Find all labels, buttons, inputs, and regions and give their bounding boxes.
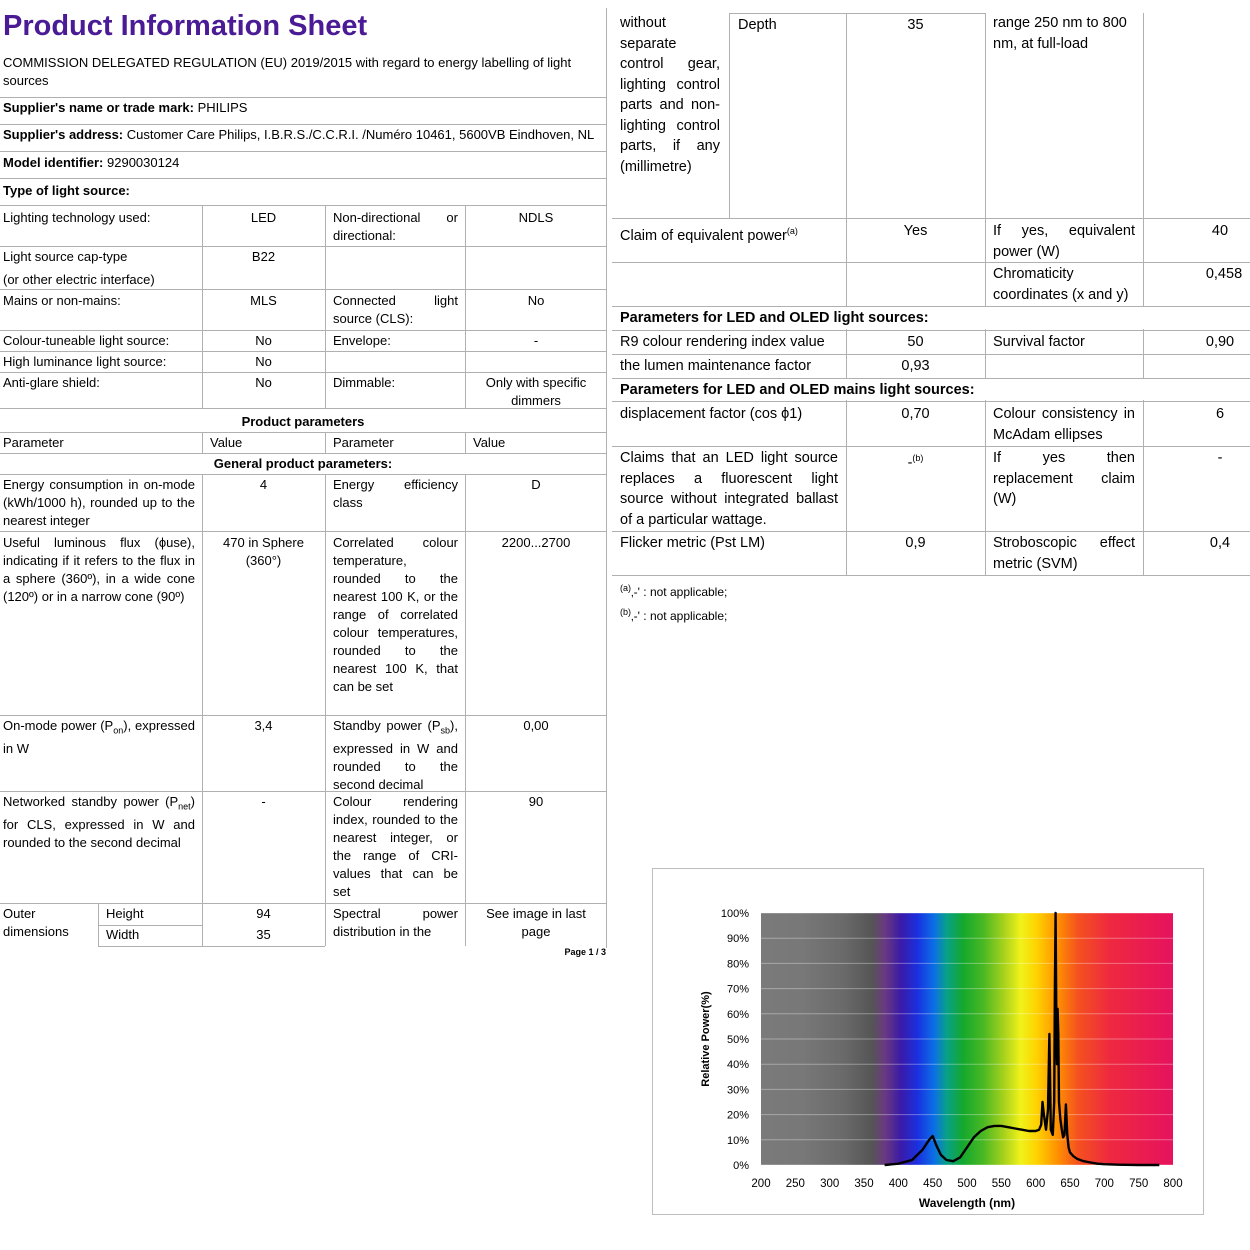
cap-type-label: Light source cap-type: [3, 249, 128, 264]
y-tick-label: 30%: [726, 1084, 749, 1097]
divider: [0, 903, 606, 904]
x-tick-label: 400: [888, 1178, 908, 1190]
lumen-maintenance-value: 0,93: [901, 358, 930, 374]
col-line: [325, 432, 326, 453]
high-luminance-value: No: [255, 354, 272, 369]
supplier-name-label: Supplier's name or trade mark:: [3, 100, 194, 115]
net-sub: net: [178, 801, 191, 812]
dimmable-value: Only with specific dimmers: [485, 375, 587, 408]
supplier-name-row: [3, 99, 603, 117]
col-parameter-2: Parameter: [333, 435, 394, 450]
equiv-sup: (a): [786, 226, 798, 236]
width-value: 35: [256, 927, 271, 942]
chromaticity-value: 0,458: [1205, 266, 1243, 282]
divider: [0, 474, 606, 475]
equiv-power-label: If yes, equivalent power (W): [993, 223, 1135, 260]
spd-range-text: range 250 nm to 800 nm, at full-load: [993, 15, 1127, 52]
high-luminance-label: High luminance light source:: [3, 354, 167, 369]
col-value-2: Value: [473, 435, 506, 450]
col-line: [325, 205, 326, 408]
flux-label: Useful luminous flux (ϕuse), indicating if it refers to the flux in a sphere (360º), in a wide cone (120º) or in a narrow cone (90º): [3, 535, 195, 604]
mains-params-title: Parameters for LED and OLED mains light sources:: [620, 382, 975, 398]
col-line: [325, 474, 326, 946]
cap-type-value: B22: [251, 249, 276, 264]
divider: [612, 446, 1250, 447]
r9-value: 50: [907, 334, 924, 350]
fluorescent-claim-label: Claims that an LED light source replaces a fluorescent light source without integrated ballast of a particular wattage.: [620, 450, 838, 528]
divider: [612, 218, 1250, 219]
divider: [0, 178, 606, 179]
divider: [98, 946, 325, 947]
standby-label-b: ), expressed in W and rounded to the second decimal: [333, 718, 458, 792]
net-standby-label: [3, 793, 195, 852]
directional-label: Non-directional or directional:: [333, 210, 458, 243]
y-tick-label: 10%: [726, 1134, 749, 1147]
energy-label: Energy consumption in on-mode (kWh/1000 h), rounded up to the nearest integer: [3, 477, 195, 528]
x-tick-label: 600: [1026, 1178, 1046, 1190]
y-tick-label: 20%: [726, 1109, 749, 1122]
survival-value: 0,90: [1205, 334, 1235, 350]
supplier-name-value: PHILIPS: [197, 100, 248, 115]
y-axis-label: Relative Power(%): [700, 991, 712, 1087]
fluorescent-claim-value: [846, 448, 985, 473]
supplier-address-row: [3, 126, 606, 144]
stroboscopic-value: 0,4: [1209, 535, 1231, 551]
efficiency-value: D: [531, 477, 541, 492]
chromaticity-label: Chromaticity coordinates (x and y): [993, 266, 1129, 303]
divider: [0, 97, 606, 98]
col-line: [202, 474, 203, 946]
height-value: 94: [256, 906, 271, 921]
directional-value: NDLS: [518, 210, 554, 225]
divider: [0, 791, 606, 792]
spectral-power-chart: [653, 869, 1203, 1214]
mains-label: Mains or non-mains:: [3, 293, 121, 308]
standby-label: [333, 717, 458, 794]
supplier-address-label: Supplier's address:: [3, 127, 124, 142]
spectral-chart-frame: [652, 868, 1204, 1215]
onmode-value: 3,4: [254, 718, 273, 733]
mains-value: MLS: [250, 293, 277, 308]
footnote-a-mark: (a): [620, 583, 631, 593]
tech-label: Lighting technology used:: [3, 210, 151, 225]
divider: [612, 575, 1250, 576]
equiv-power-claim-value: Yes: [903, 223, 928, 239]
depth-value: 35: [907, 17, 924, 33]
net-label-a: Networked standby power (P: [3, 794, 179, 809]
divider: [612, 531, 1250, 532]
divider: [0, 330, 606, 331]
mcadam-value: 6: [1215, 406, 1225, 422]
claims-sup: (b): [912, 453, 924, 463]
replacement-claim-value: -: [1217, 450, 1223, 466]
equiv-power-value: 40: [1211, 223, 1229, 239]
divider: [0, 124, 606, 125]
divider: [0, 289, 606, 290]
standby-label-a: Standby power (P: [333, 718, 441, 733]
col-value-1: Value: [210, 435, 243, 450]
envelope-value: -: [533, 333, 539, 348]
net-label-b: ) for CLS, expressed in W and rounded to the second decimal: [3, 794, 195, 850]
col-parameter-1: Parameter: [3, 435, 64, 450]
y-tick-label: 80%: [726, 958, 749, 971]
x-tick-label: 650: [1060, 1178, 1080, 1190]
x-tick-label: 700: [1094, 1178, 1114, 1190]
equiv-power-claim-label: [620, 221, 845, 246]
divider: [729, 13, 985, 14]
y-tick-label: 100%: [720, 908, 749, 920]
divider: [0, 432, 606, 433]
flicker-label: Flicker metric (Pst LM): [620, 535, 765, 551]
regulation-text: COMMISSION DELEGATED REGULATION (EU) 2019/2015 with regard to energy labelling of light sources: [3, 55, 572, 88]
footnote-b-mark: (b): [620, 607, 631, 617]
model-value: 9290030124: [107, 155, 180, 170]
net-standby-value: -: [261, 794, 266, 809]
x-tick-label: 550: [991, 1178, 1011, 1190]
cls-label: Connected light source (CLS):: [333, 293, 458, 326]
onmode-label: [3, 717, 195, 758]
y-tick-label: 70%: [726, 983, 749, 996]
divider: [0, 531, 606, 532]
dimmable-label: Dimmable:: [333, 375, 396, 390]
x-tick-label: 300: [820, 1178, 840, 1190]
replacement-claim-label: If yes then replacement claim (W): [993, 450, 1135, 507]
divider: [612, 262, 1250, 263]
col-line: [985, 13, 986, 575]
divider: [0, 453, 606, 454]
col-line: [846, 13, 847, 575]
cct-label: Correlated colour temperature, rounded to the nearest 100 K, or the range of correlated colour temperatures, rounded to the nearest 100 K, that can be set: [333, 535, 458, 694]
cls-value: No: [527, 293, 545, 308]
envelope-label: Envelope:: [333, 333, 391, 348]
height-label: Height: [106, 906, 144, 921]
spd-value: See image in last page: [486, 906, 586, 939]
efficiency-label: Energy efficiency class: [333, 477, 458, 510]
r9-label: R9 colour rendering index value: [620, 334, 825, 350]
y-tick-label: 0%: [733, 1160, 749, 1172]
divider: [0, 715, 606, 716]
cri-label: Colour rendering index, rounded to the nearest integer, or the range of CRI-values that can be set: [333, 794, 458, 899]
x-tick-labels: [751, 1178, 1182, 1190]
col-line: [98, 903, 99, 946]
onmode-label-b: ), expressed in W: [3, 718, 195, 756]
standby-sub: sb: [440, 725, 451, 736]
depth-label: Depth: [738, 17, 777, 33]
anti-glare-value: No: [255, 375, 272, 390]
x-tick-label: 750: [1129, 1178, 1149, 1190]
model-label: Model identifier:: [3, 155, 104, 170]
divider: [0, 151, 606, 152]
tuneable-value: No: [255, 333, 272, 348]
model-row: [3, 154, 603, 172]
displacement-value: 0,70: [901, 406, 930, 422]
page-number: Page 1 / 3: [564, 947, 606, 957]
x-tick-label: 500: [957, 1178, 977, 1190]
col-line: [729, 13, 730, 218]
left-border: [606, 8, 607, 948]
equiv-label: Claim of equivalent power: [620, 227, 787, 244]
energy-value: 4: [259, 477, 268, 492]
col-line: [1143, 13, 1144, 575]
onmode-label-a: On-mode power (P: [3, 718, 114, 733]
divider: [0, 246, 606, 247]
supplier-address-value: Customer Care Philips, I.B.R.S./C.C.R.I. /Numéro 10461, 5600VB Eindhoven, NL: [126, 127, 595, 142]
divider: [612, 401, 1250, 402]
footnote-b: [620, 604, 920, 624]
led-params-title: Parameters for LED and OLED light sources:: [620, 310, 929, 326]
displacement-label: displacement factor (cos ϕ1): [620, 406, 803, 422]
divider: [0, 351, 606, 352]
claims-value: -: [907, 454, 913, 471]
general-parameters-title: General product parameters:: [213, 456, 393, 471]
width-label: Width: [106, 927, 140, 942]
type-label: Type of light source:: [3, 183, 130, 198]
tuneable-label: Colour-tuneable light source:: [3, 333, 170, 348]
dimensions-continued-label: without separate control gear, lighting control parts and non-lighting control parts, if any (millimetre): [620, 15, 720, 175]
cct-value: 2200...2700: [501, 535, 571, 550]
survival-label: Survival factor: [993, 334, 1085, 350]
divider: [0, 372, 606, 373]
y-tick-label: 50%: [726, 1034, 749, 1046]
divider: [612, 354, 1250, 355]
outer-dimensions-label: Outer dimensions: [3, 906, 69, 939]
footnote-a: [620, 580, 920, 600]
x-tick-label: 250: [785, 1178, 805, 1190]
flux-value: 470 in Sphere (360°): [223, 535, 304, 568]
product-parameters-title: Product parameters: [241, 414, 365, 429]
cap-type-sublabel: (or other electric interface): [3, 272, 155, 287]
anti-glare-label: Anti-glare shield:: [3, 375, 100, 390]
y-tick-label: 40%: [726, 1059, 749, 1072]
divider: [0, 205, 606, 206]
col-line: [202, 432, 203, 453]
cri-value: 90: [528, 794, 544, 809]
standby-value: 0,00: [523, 718, 549, 733]
col-line: [465, 432, 466, 453]
tech-value: LED: [250, 210, 277, 225]
footnote-b-text: ‚-' : not applicable;: [631, 609, 728, 623]
x-tick-label: 450: [923, 1178, 943, 1190]
x-tick-label: 200: [751, 1178, 771, 1190]
mcadam-label: Colour consistency in McAdam ellipses: [993, 406, 1135, 443]
divider: [612, 330, 1250, 331]
flicker-value: 0,9: [905, 535, 926, 551]
y-tick-labels: [721, 908, 749, 1172]
stroboscopic-label: Stroboscopic effect metric (SVM): [993, 535, 1135, 572]
onmode-sub: on: [113, 725, 124, 736]
y-tick-label: 90%: [726, 933, 749, 946]
page-title: Product Information Sheet: [3, 10, 368, 42]
x-axis-label: Wavelength (nm): [918, 1196, 1016, 1210]
footnote-a-text: ‚-' : not applicable;: [631, 585, 728, 599]
spd-label: Spectral power distribution in the: [333, 906, 458, 939]
x-tick-label: 350: [854, 1178, 874, 1190]
x-tick-label: 800: [1163, 1178, 1183, 1190]
lumen-maintenance-label: the lumen maintenance factor: [620, 358, 812, 374]
y-tick-label: 60%: [726, 1008, 749, 1021]
